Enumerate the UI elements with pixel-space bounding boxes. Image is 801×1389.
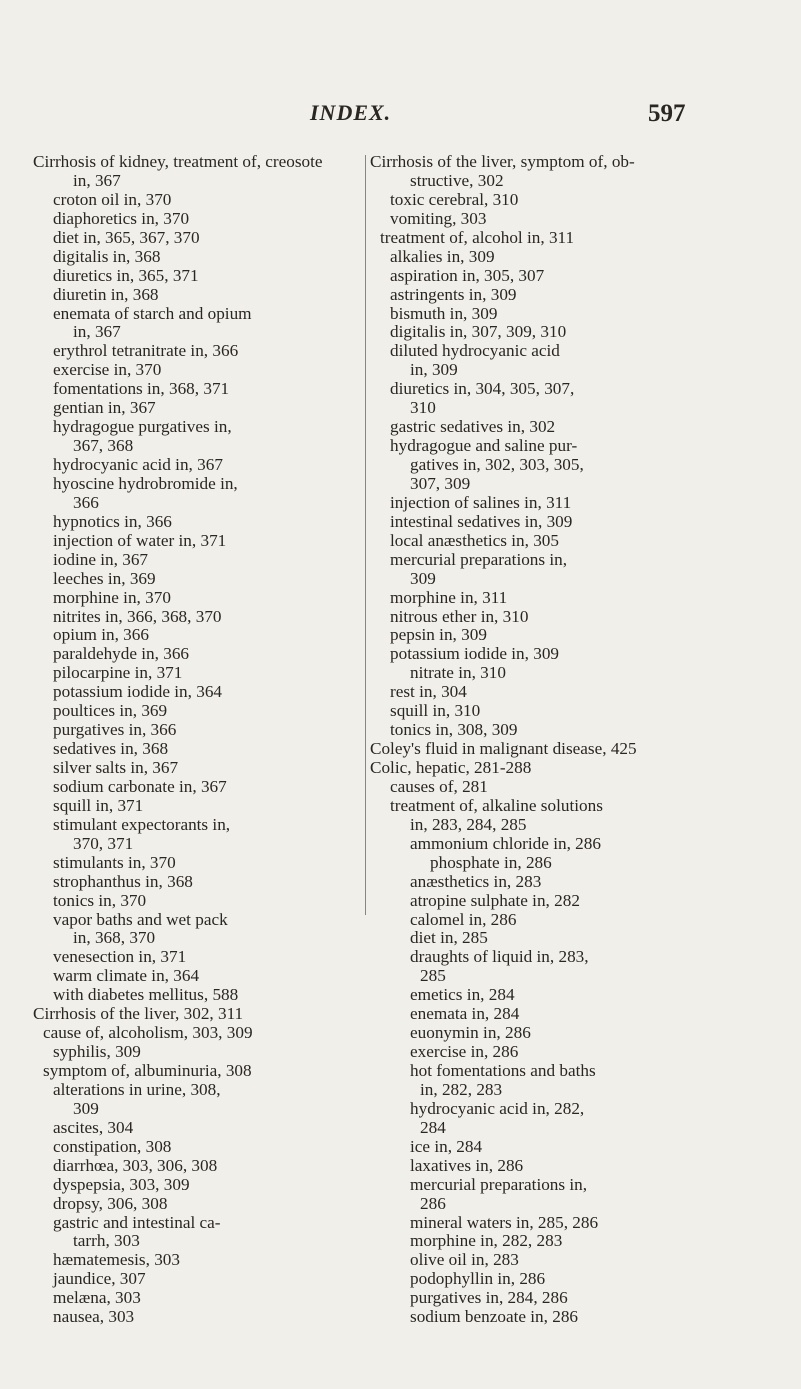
- index-entry: 309: [73, 1098, 99, 1118]
- index-entry: paraldehyde in, 366: [53, 644, 190, 664]
- index-entry: croton oil in, 370: [53, 189, 172, 209]
- index-entry: erythrol tetranitrate in, 366: [53, 341, 239, 361]
- index-entry: causes of, 281: [390, 776, 488, 796]
- index-entry: with diabetes mellitus, 588: [53, 985, 239, 1005]
- index-entry: toxic cerebral, 310: [390, 189, 519, 209]
- index-entry: structive, 302: [410, 170, 504, 190]
- index-entry: iodine in, 367: [53, 549, 149, 569]
- index-entry: leeches in, 369: [53, 568, 156, 588]
- index-entry: emetics in, 284: [410, 985, 515, 1005]
- index-entry: mercurial preparations in,: [390, 549, 568, 569]
- index-entry: pilocarpine in, 371: [53, 663, 183, 683]
- index-entry: local anæsthetics in, 305: [390, 530, 559, 550]
- index-entry: alterations in urine, 308,: [53, 1079, 221, 1099]
- index-entry: in, 367: [73, 170, 121, 190]
- index-entry: 307, 309: [410, 473, 471, 493]
- index-entry: aspiration in, 305, 307: [390, 265, 545, 285]
- index-entry: intestinal sedatives in, 309: [390, 511, 573, 531]
- index-entry: hydragogue purgatives in,: [53, 417, 232, 437]
- index-entry: hæmatemesis, 303: [53, 1250, 180, 1270]
- index-entry: diet in, 285: [410, 928, 488, 948]
- index-entry: diluted hydrocyanic acid: [390, 341, 560, 361]
- index-entry: potassium iodide in, 309: [390, 644, 560, 664]
- index-column-right: [370, 153, 730, 1327]
- index-entry: 370, 371: [73, 833, 134, 853]
- index-entry: 286: [420, 1193, 446, 1213]
- page-number: 597: [648, 100, 686, 127]
- index-entry: treatment of, alcohol in, 311: [380, 227, 575, 247]
- index-entry: diuretin in, 368: [53, 284, 159, 304]
- index-entry: warm climate in, 364: [53, 966, 200, 986]
- index-entry: hyoscine hydrobromide in,: [53, 473, 238, 493]
- index-entry: podophyllin in, 286: [410, 1269, 546, 1289]
- index-entry: hydrocyanic acid in, 282,: [410, 1098, 585, 1118]
- index-entry: exercise in, 370: [53, 360, 162, 380]
- index-entry: exercise in, 286: [410, 1042, 519, 1062]
- index-entry: in, 283, 284, 285: [410, 814, 527, 834]
- index-entry: vapor baths and wet pack: [53, 909, 228, 929]
- index-entry: astringents in, 309: [390, 284, 517, 304]
- index-entry: Colic, hepatic, 281-288: [370, 758, 532, 777]
- index-entry: tonics in, 370: [53, 890, 147, 910]
- index-entry: tarrh, 303: [73, 1231, 140, 1251]
- index-entry: injection of water in, 371: [53, 530, 227, 550]
- index-entry: symptom of, albuminuria, 308: [43, 1061, 252, 1080]
- index-entry: venesection in, 371: [53, 947, 187, 967]
- index-entry: in, 367: [73, 322, 121, 342]
- page-header: [0, 100, 801, 134]
- index-entry: draughts of liquid in, 283,: [410, 947, 589, 967]
- index-entry: squill in, 371: [53, 795, 144, 815]
- index-entry: 366: [73, 492, 99, 512]
- index-entry: diarrhœa, 303, 306, 308: [53, 1155, 218, 1175]
- index-entry: Cirrhosis of the liver, symptom of, ob-: [370, 152, 635, 171]
- index-entry: diaphoretics in, 370: [53, 208, 190, 228]
- index-entry: rest in, 304: [390, 682, 467, 702]
- index-entry: nitrous ether in, 310: [390, 606, 529, 626]
- index-entry: cause of, alcoholism, 303, 309: [43, 1023, 253, 1043]
- index-entry: bismuth in, 309: [390, 303, 498, 323]
- index-entry: 284: [420, 1117, 446, 1137]
- page-title: INDEX.: [310, 100, 392, 125]
- index-entry: anæsthetics in, 283: [410, 871, 542, 891]
- index-entry: hypnotics in, 366: [53, 511, 172, 531]
- index-entry: 309: [410, 568, 436, 588]
- index-entry: strophanthus in, 368: [53, 871, 193, 891]
- index-entry: potassium iodide in, 364: [53, 682, 223, 702]
- index-entry: digitalis in, 368: [53, 246, 161, 266]
- index-entry: treatment of, alkaline solutions: [390, 795, 603, 815]
- index-entry: gastric sedatives in, 302: [390, 417, 556, 437]
- index-entry: ice in, 284: [410, 1136, 483, 1156]
- index-entry: nitrate in, 310: [410, 663, 506, 683]
- index-entry: purgatives in, 366: [53, 720, 177, 740]
- index-entry: atropine sulphate in, 282: [410, 890, 580, 910]
- index-entry: gastric and intestinal ca-: [53, 1212, 221, 1232]
- index-entry: hot fomentations and baths: [410, 1061, 596, 1080]
- index-entry: nausea, 303: [53, 1307, 135, 1327]
- index-entry: injection of salines in, 311: [390, 492, 572, 512]
- index-entry: phosphate in, 286: [430, 852, 552, 872]
- index-entry: diuretics in, 304, 305, 307,: [390, 379, 575, 399]
- index-entry: silver salts in, 367: [53, 758, 179, 777]
- index-entry: dropsy, 306, 308: [53, 1193, 168, 1213]
- index-column-left: [33, 153, 361, 1327]
- index-entry: euonymin in, 286: [410, 1023, 531, 1043]
- index-entry: sedatives in, 368: [53, 739, 169, 759]
- index-entry: digitalis in, 307, 309, 310: [390, 322, 567, 342]
- index-entry: melæna, 303: [53, 1288, 141, 1308]
- index-entry: squill in, 310: [390, 701, 481, 721]
- index-entry: stimulant expectorants in,: [53, 814, 231, 834]
- index-entry: Cirrhosis of kidney, treatment of, creosote: [33, 152, 323, 171]
- index-entry: enemata of starch and opium: [53, 303, 252, 323]
- index-entry: constipation, 308: [53, 1136, 172, 1156]
- index-entry: olive oil in, 283: [410, 1250, 519, 1270]
- index-entry: opium in, 366: [53, 625, 149, 645]
- index-entry: 367, 368: [73, 436, 134, 456]
- index-entry: morphine in, 311: [390, 587, 508, 607]
- index-entry: tonics in, 308, 309: [390, 720, 518, 740]
- index-entry: gentian in, 367: [53, 398, 156, 418]
- index-entry: ascites, 304: [53, 1117, 134, 1137]
- index-entry: pepsin in, 309: [390, 625, 487, 645]
- index-entry: stimulants in, 370: [53, 852, 176, 872]
- index-entry: laxatives in, 286: [410, 1155, 524, 1175]
- index-entry: ammonium chloride in, 286: [410, 833, 601, 853]
- index-entry: syphilis, 309: [53, 1042, 141, 1062]
- index-entry: mineral waters in, 285, 286: [410, 1212, 599, 1232]
- column-divider: [365, 155, 366, 915]
- index-entry: gatives in, 302, 303, 305,: [410, 455, 584, 474]
- index-entry: poultices in, 369: [53, 701, 168, 721]
- index-entry: hydragogue and saline pur-: [390, 436, 578, 456]
- index-entry: mercurial preparations in,: [410, 1174, 588, 1194]
- index-entry: 285: [420, 966, 446, 986]
- index-entry: enemata in, 284: [410, 1004, 520, 1024]
- index-entry: sodium carbonate in, 367: [53, 776, 227, 796]
- index-entry: Cirrhosis of the liver, 302, 311: [33, 1004, 244, 1024]
- index-entry: in, 282, 283: [420, 1079, 503, 1099]
- index-entry: vomiting, 303: [390, 208, 487, 228]
- index-entry: calomel in, 286: [410, 909, 517, 929]
- index-entry: sodium benzoate in, 286: [410, 1307, 579, 1327]
- index-entry: hydrocyanic acid in, 367: [53, 455, 223, 474]
- index-entry: in, 309: [410, 360, 458, 380]
- index-entry: alkalies in, 309: [390, 246, 495, 266]
- index-entry: diet in, 365, 367, 370: [53, 227, 200, 247]
- index-entry: 310: [410, 398, 436, 418]
- index-entry: morphine in, 370: [53, 587, 171, 607]
- index-entry: in, 368, 370: [73, 928, 156, 948]
- index-entry: morphine in, 282, 283: [410, 1231, 563, 1251]
- index-entry: purgatives in, 284, 286: [410, 1288, 568, 1308]
- index-entry: nitrites in, 366, 368, 370: [53, 606, 222, 626]
- index-entry: diuretics in, 365, 371: [53, 265, 199, 285]
- index-entry: jaundice, 307: [53, 1269, 146, 1289]
- index-entry: fomentations in, 368, 371: [53, 379, 230, 399]
- index-entry: Coley's fluid in malignant disease, 425: [370, 739, 637, 759]
- index-entry: dyspepsia, 303, 309: [53, 1174, 190, 1194]
